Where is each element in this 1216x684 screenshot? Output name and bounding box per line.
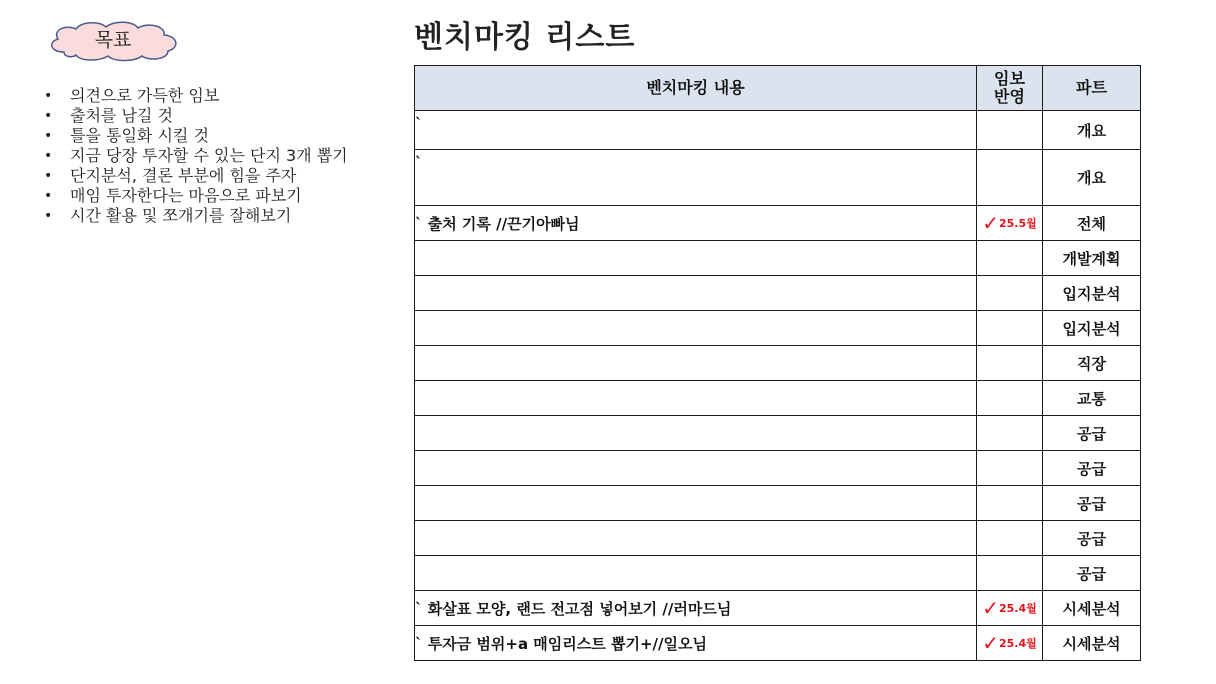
checkmark-icon: ✓ — [982, 211, 999, 235]
reflect-cell[interactable] — [977, 486, 1043, 521]
benchmark-content-cell[interactable] — [415, 311, 977, 346]
benchmark-content-cell[interactable] — [415, 276, 977, 311]
checkmark-icon: ✓ — [982, 596, 999, 620]
part-cell[interactable]: 개요 — [1043, 111, 1141, 150]
header-content: 벤치마킹 내용 — [415, 66, 977, 111]
goal-item: • 단지분석, 결론 부분에 힘을 주자 — [44, 166, 348, 186]
table-row — [415, 626, 1141, 661]
benchmark-content-cell[interactable]: ` 출처 기록 //끈기아빠님 — [415, 206, 977, 241]
reflect-cell[interactable] — [977, 591, 1043, 626]
part-cell[interactable]: 시세분석 — [1043, 626, 1141, 661]
table-row — [415, 486, 1141, 521]
table-row — [415, 276, 1141, 311]
benchmark-content-cell[interactable]: ` — [415, 150, 977, 206]
reflect-cell[interactable] — [977, 150, 1043, 206]
goal-item: • 의견으로 가득한 임보 — [44, 86, 348, 106]
reflect-date: 25.5월 — [998, 217, 1037, 230]
reflect-cell[interactable] — [977, 556, 1043, 591]
checkmark-icon: ✓ — [982, 631, 999, 655]
part-cell[interactable]: 입지분석 — [1043, 276, 1141, 311]
goal-item: • 매임 투자한다는 마음으로 파보기 — [44, 186, 348, 206]
reflect-cell[interactable] — [977, 521, 1043, 556]
table-row — [415, 416, 1141, 451]
reflect-cell[interactable] — [977, 311, 1043, 346]
reflect-cell[interactable] — [977, 416, 1043, 451]
benchmark-content-cell[interactable] — [415, 556, 977, 591]
part-cell[interactable]: 개요 — [1043, 150, 1141, 206]
reflect-cell[interactable] — [977, 241, 1043, 276]
table-row — [415, 521, 1141, 556]
goal-cloud-label — [44, 18, 182, 62]
benchmark-content-cell[interactable] — [415, 416, 977, 451]
part-cell[interactable]: 공급 — [1043, 416, 1141, 451]
table-row — [415, 346, 1141, 381]
benchmark-content-cell[interactable] — [415, 451, 977, 486]
benchmark-content-cell[interactable]: ` 투자금 범위+a 매임리스트 뽑기+//일오님 — [415, 626, 977, 661]
page-title: 벤치마킹 리스트 — [414, 20, 636, 55]
benchmark-content-cell[interactable] — [415, 346, 977, 381]
benchmark-content-cell[interactable]: ` — [415, 111, 977, 150]
goal-list — [44, 86, 348, 226]
header-reflect-line2: 반영 — [994, 87, 1025, 106]
part-cell[interactable]: 직장 — [1043, 346, 1141, 381]
table-row — [415, 111, 1141, 150]
reflect-cell[interactable] — [977, 206, 1043, 241]
table-row — [415, 591, 1141, 626]
goal-item: • 출처를 남길 것 — [44, 106, 348, 126]
benchmark-content-cell[interactable] — [415, 241, 977, 276]
reflect-date: 25.4월 — [998, 637, 1037, 650]
table-row — [415, 311, 1141, 346]
table-row — [415, 381, 1141, 416]
benchmark-content-cell[interactable] — [415, 486, 977, 521]
reflect-cell[interactable] — [977, 451, 1043, 486]
reflect-date: 25.4월 — [998, 602, 1037, 615]
part-cell[interactable]: 공급 — [1043, 451, 1141, 486]
part-cell[interactable]: 공급 — [1043, 486, 1141, 521]
benchmark-content-cell[interactable] — [415, 381, 977, 416]
table-body — [415, 111, 1141, 661]
part-cell[interactable]: 공급 — [1043, 556, 1141, 591]
header-reflect-line1: 임보 — [994, 69, 1025, 88]
reflect-cell[interactable] — [977, 276, 1043, 311]
reflect-cell[interactable] — [977, 111, 1043, 150]
table-row — [415, 556, 1141, 591]
part-cell[interactable]: 교통 — [1043, 381, 1141, 416]
part-cell[interactable]: 전체 — [1043, 206, 1141, 241]
benchmark-content-cell[interactable]: ` 화살표 모양, 랜드 전고점 넣어보기 //러마드님 — [415, 591, 977, 626]
table-row — [415, 150, 1141, 206]
goal-title: 목표 — [94, 29, 132, 51]
benchmark-content-cell[interactable] — [415, 521, 977, 556]
reflect-cell[interactable] — [977, 346, 1043, 381]
part-cell[interactable]: 입지분석 — [1043, 311, 1141, 346]
header-part: 파트 — [1043, 66, 1141, 111]
part-cell[interactable]: 공급 — [1043, 521, 1141, 556]
part-cell[interactable]: 시세분석 — [1043, 591, 1141, 626]
table-row — [415, 241, 1141, 276]
goal-item: • 지금 당장 투자할 수 있는 단지 3개 뽑기 — [44, 146, 348, 166]
reflect-cell[interactable] — [977, 381, 1043, 416]
reflect-cell[interactable] — [977, 626, 1043, 661]
part-cell[interactable]: 개발계획 — [1043, 241, 1141, 276]
header-reflect — [977, 66, 1043, 111]
table-row — [415, 206, 1141, 241]
table-header-row — [415, 66, 1141, 111]
goal-item: • 시간 활용 및 쪼개기를 잘해보기 — [44, 206, 348, 226]
benchmark-table — [414, 65, 1141, 661]
table-row — [415, 451, 1141, 486]
goal-item: • 틀을 통일화 시킬 것 — [44, 126, 348, 146]
